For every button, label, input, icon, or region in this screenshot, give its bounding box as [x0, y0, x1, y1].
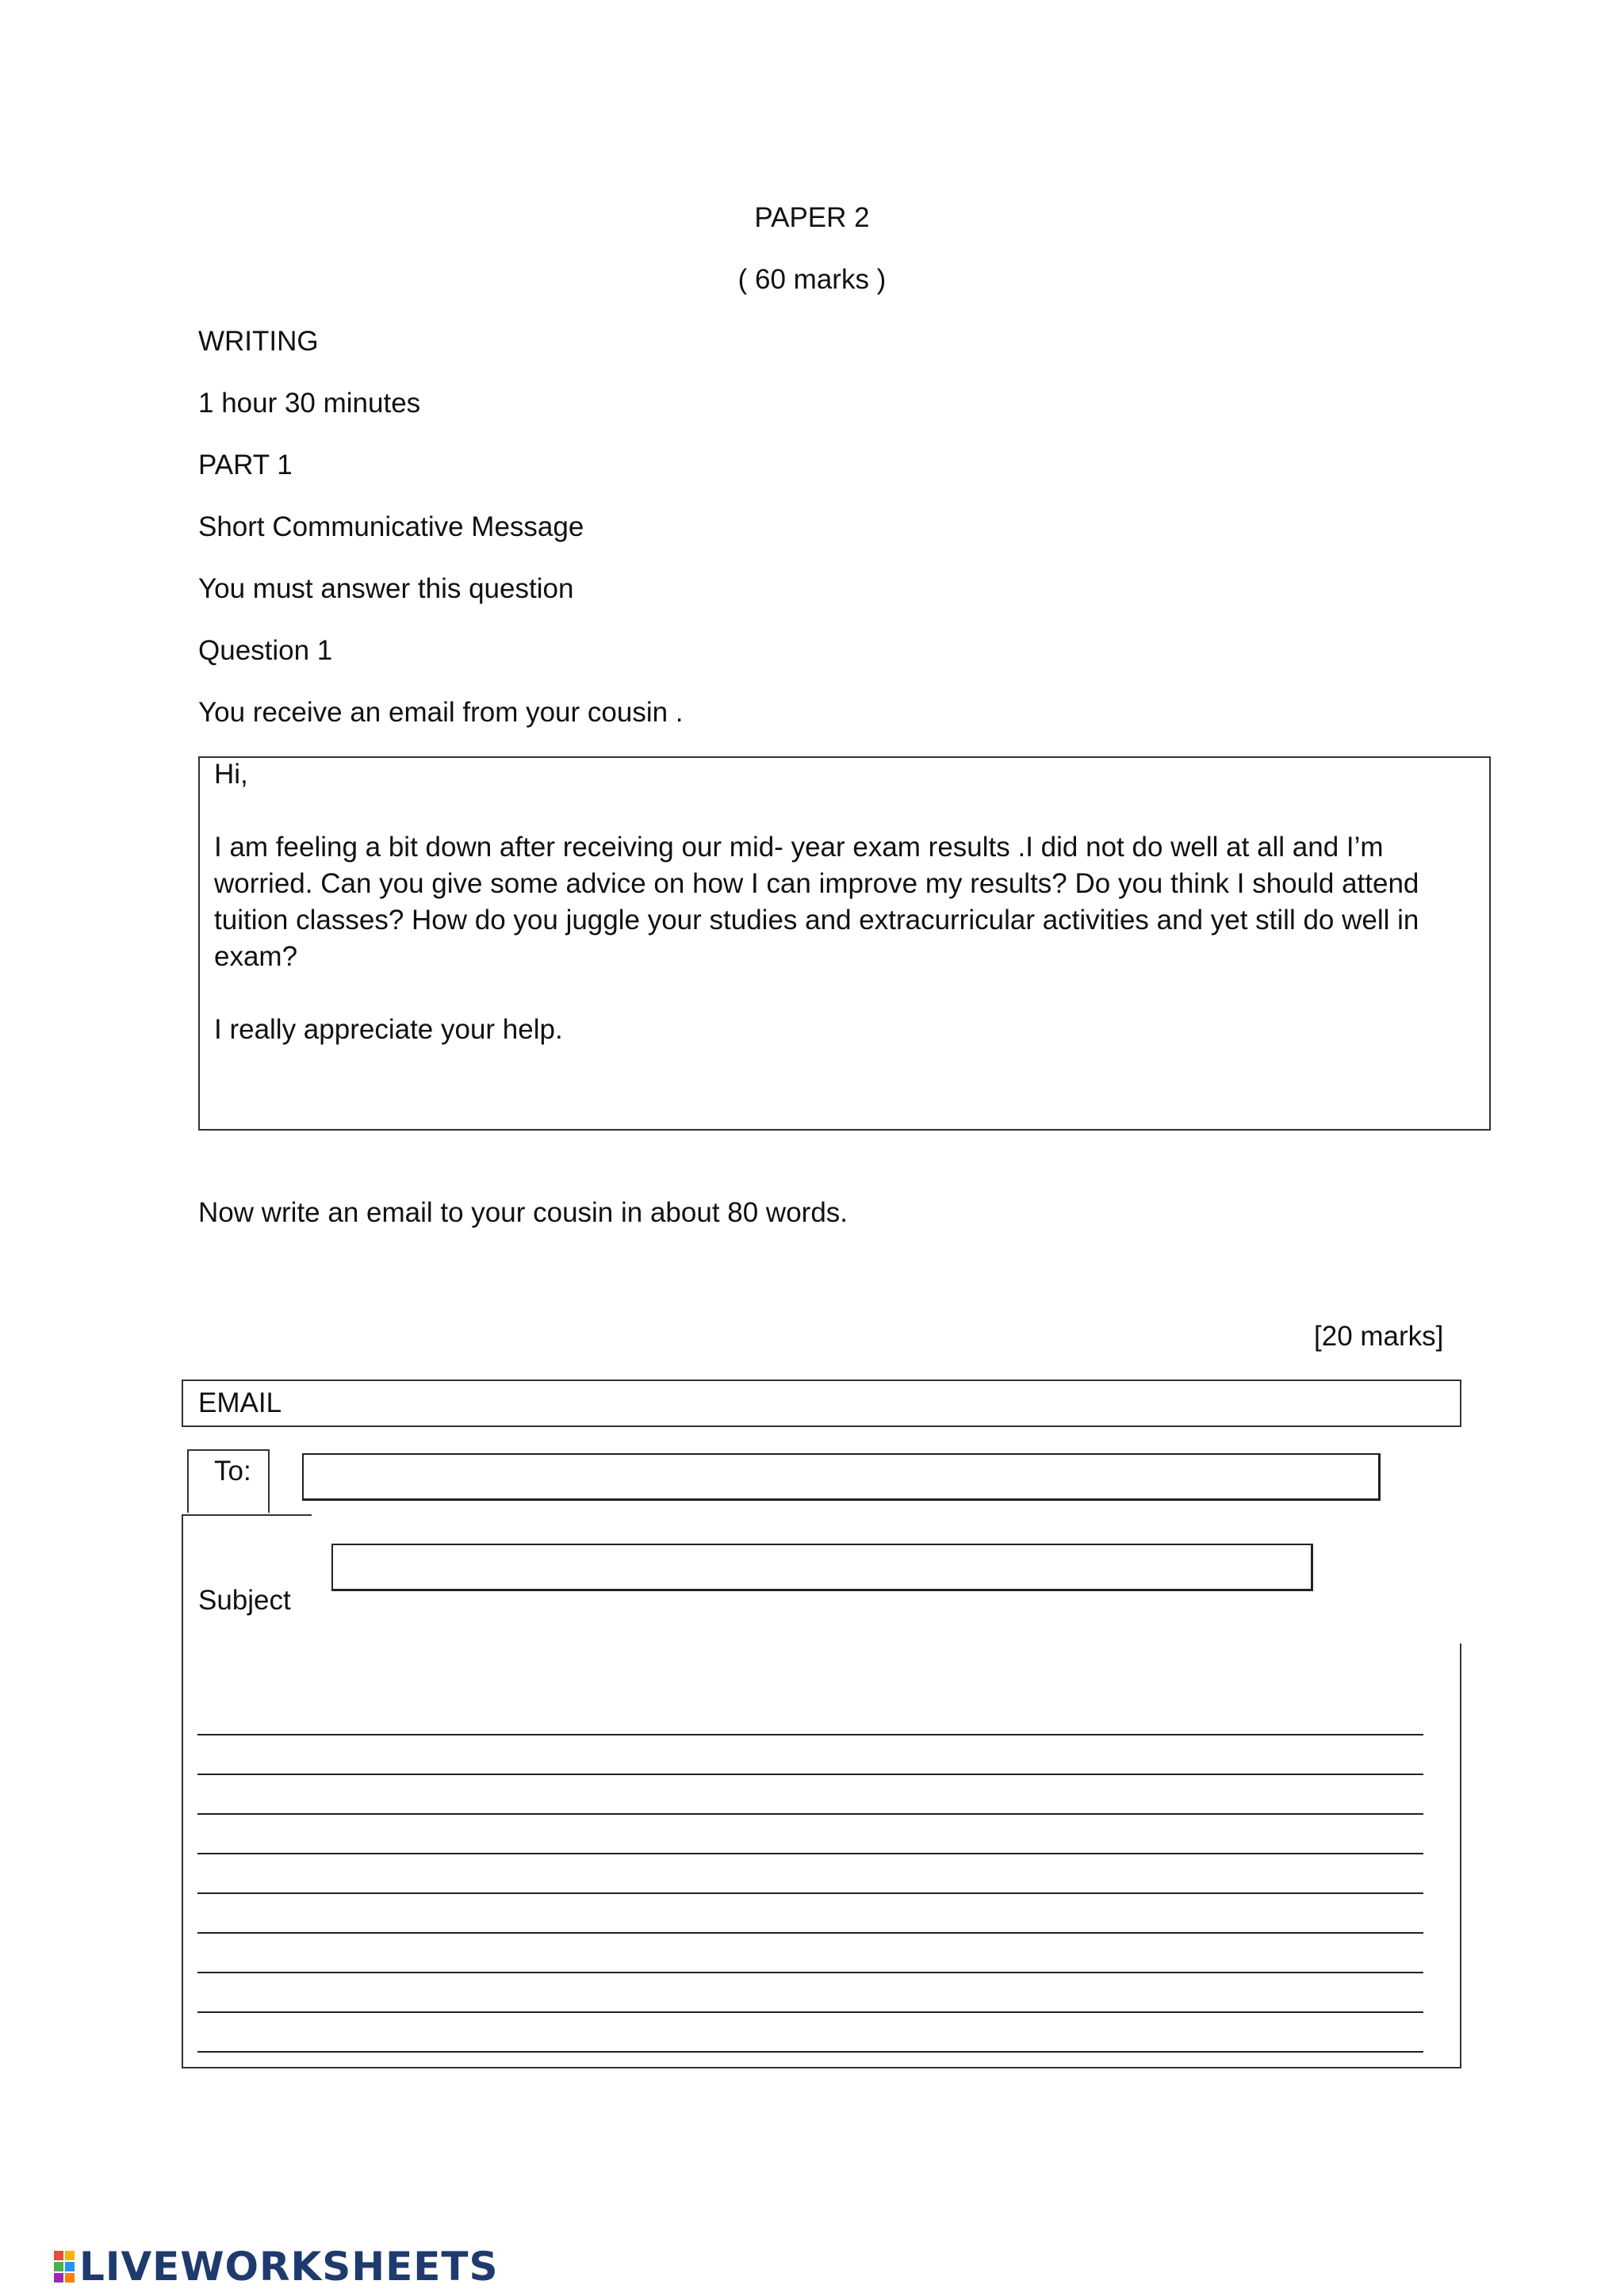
email-body: I am feeling a bit down after receiving our mid- year exam results .I did not do well at all and I’m worried. Can you give some advice on how I can improve my results? Do you think I should attend tuition classes? How do you juggle your studies and extracurricular activities and yet still do well in exam?: [214, 832, 1419, 972]
email-greeting: Hi,: [214, 759, 248, 790]
task-instruction: Now write an email to your cousin in about 80 words.: [198, 1197, 848, 1228]
task-marks: [20 marks]: [1314, 1321, 1444, 1352]
writing-line[interactable]: [197, 1853, 1423, 1854]
form-right-edge: [1460, 1644, 1461, 2068]
part-title: Short Communicative Message: [198, 511, 584, 542]
email-header-label: EMAIL: [198, 1387, 282, 1418]
brand-name: LIVEWORKSHEETS: [79, 2244, 499, 2290]
subject-input[interactable]: [331, 1544, 1313, 1591]
writing-line[interactable]: [197, 1972, 1423, 1973]
email-closing: I really appreciate your help.: [214, 1014, 563, 1045]
section-label: WRITING: [198, 326, 319, 357]
instruction-text: You must answer this question: [198, 573, 574, 604]
form-bottom-edge: [182, 2067, 1461, 2068]
writing-line[interactable]: [197, 1932, 1423, 1934]
liveworksheets-logo: [54, 2244, 499, 2290]
to-label: To:: [214, 1456, 251, 1487]
writing-line[interactable]: [197, 1734, 1423, 1735]
total-marks: ( 60 marks ): [737, 264, 887, 295]
writing-line[interactable]: [197, 1813, 1423, 1815]
logo-tile: [65, 2273, 75, 2283]
question-label: Question 1: [198, 635, 333, 666]
writing-line[interactable]: [197, 2011, 1423, 2013]
writing-line[interactable]: [197, 1892, 1423, 1894]
logo-mark-icon: [54, 2251, 75, 2283]
duration-label: 1 hour 30 minutes: [198, 388, 421, 419]
cousin-email-content: [214, 756, 1467, 1048]
email-header-bar: [182, 1380, 1461, 1427]
logo-tile: [54, 2251, 63, 2260]
logo-tile: [65, 2262, 75, 2271]
to-tab-top-edge: [187, 1449, 268, 1451]
writing-line[interactable]: [197, 2051, 1423, 2053]
to-input[interactable]: [302, 1453, 1381, 1501]
subject-label: Subject: [198, 1585, 291, 1616]
form-left-edge: [182, 1514, 183, 2068]
form-body-top-edge: [182, 1514, 312, 1516]
to-tab-right-edge: [268, 1449, 270, 1513]
paper-title: PAPER 2: [754, 202, 870, 233]
prompt-text: You receive an email from your cousin .: [198, 697, 684, 728]
logo-tile: [65, 2251, 75, 2260]
logo-tile: [54, 2262, 63, 2271]
writing-line[interactable]: [197, 1774, 1423, 1775]
logo-tile: [54, 2273, 63, 2283]
part-label: PART 1: [198, 450, 293, 480]
to-tab-left-edge: [187, 1449, 189, 1513]
